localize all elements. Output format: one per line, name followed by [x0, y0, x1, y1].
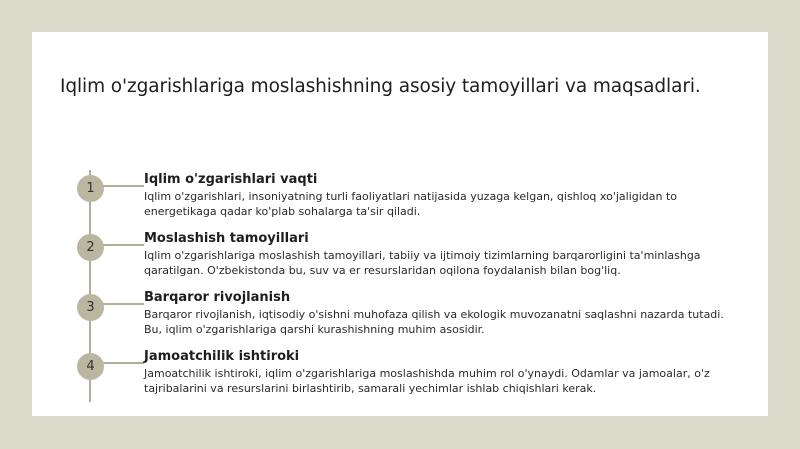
step-description-1: Iqlim o'zgarishlari, insoniyatning turli faoliyatlari natijasida yuzaga kelgan, qishloq xo'jaligidan to energetikaga qadar ko'plab sohalarga ta'sir qiladi.: [144, 190, 678, 218]
step-heading-4: Jamoatchilik ishtiroki: [144, 349, 300, 364]
step-heading-2: Moslashish tamoyillari: [144, 231, 309, 246]
step-number-badge-3: 3: [77, 294, 104, 321]
step-number-badge-2: 2: [77, 234, 104, 261]
step-number-badge-1: 1: [77, 175, 104, 202]
step-description-2: Iqlim o'zgarishlariga moslashish tamoyillari, tabiiy va ijtimoiy tizimlarning barqarorligini ta'minlashga qaratilgan. O'zbekistonda bu, suv va er resurslaridan oqilona foydalanish bilan bog'liq.: [144, 249, 701, 277]
slide-title: Iqlim o'zgarishlariga moslashishning asosiy tamoyillari va maqsadlari.: [60, 76, 701, 97]
slide: [32, 32, 768, 416]
step-heading-1: Iqlim o'zgarishlari vaqti: [144, 172, 318, 187]
step-description-3: Barqaror rivojlanish, iqtisodiy o'sishni muhofaza qilish va ekologik muvozanatni saqlashni nazarda tutadi. Bu, iqlim o'zgarishlariga qarshi kurashishning muhim asosidir.: [144, 308, 724, 336]
step-description-4: Jamoatchilik ishtiroki, iqlim o'zgarishlariga moslashishda muhim rol o'ynaydi. Odamlar va jamoalar, o'z tajribalarini va resurslarini birlashtirib, samarali yechimlar ishlab chiqishlari kerak.: [144, 367, 710, 395]
step-heading-3: Barqaror rivojlanish: [144, 290, 291, 305]
step-number-badge-4: 4: [77, 353, 104, 380]
